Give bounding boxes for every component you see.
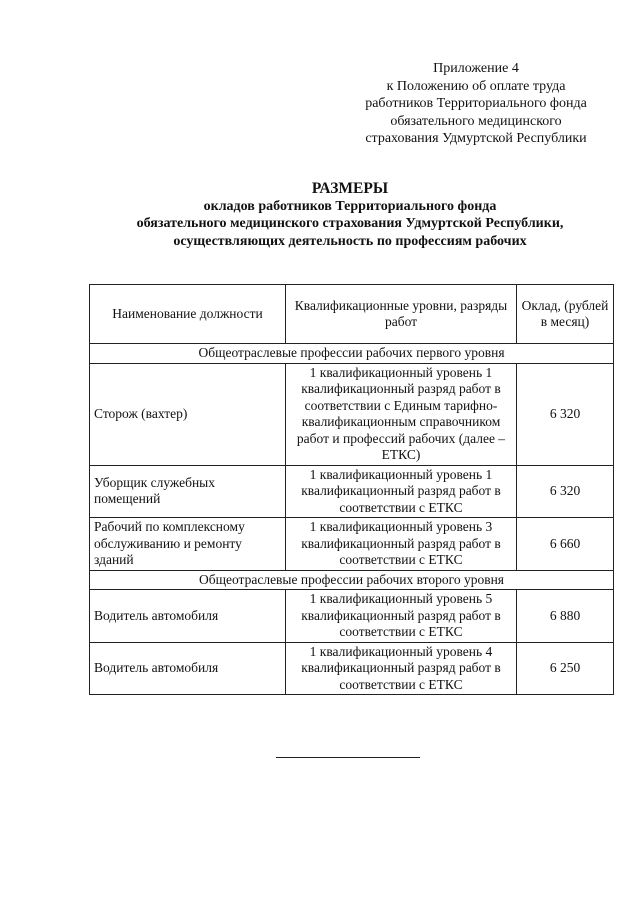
cell-level: 1 квалификационный уровень 4 квалификационный разряд работ в соответствии с ЕТКС xyxy=(286,642,517,695)
cell-salary: 6 320 xyxy=(517,465,614,518)
cell-salary: 6 320 xyxy=(517,363,614,465)
document-title xyxy=(60,180,640,250)
header-levels: Квалификационные уровни, разряды работ xyxy=(286,285,517,344)
cell-position: Рабочий по комплексному обслуживанию и ремонту зданий xyxy=(90,518,286,571)
cell-level: 1 квалификационный уровень 5 квалификационный разряд работ в соответствии с ЕТКС xyxy=(286,590,517,643)
title-line: обязательного медицинского страхования Удмуртской Республики, xyxy=(136,216,564,231)
cell-salary: 6 660 xyxy=(517,518,614,571)
cell-level: 1 квалификационный уровень 1 квалификационный разряд работ в соответствии с ЕТКС xyxy=(286,465,517,518)
footer-divider xyxy=(276,757,420,758)
table-row xyxy=(90,518,614,571)
table-header-row xyxy=(90,285,614,344)
cell-position: Сторож (вахтер) xyxy=(90,363,286,465)
table-row xyxy=(90,465,614,518)
table-row xyxy=(90,363,614,465)
appendix-line: страхования Удмуртской Республики xyxy=(365,131,587,146)
header-position: Наименование должности xyxy=(90,285,286,344)
title-subtitle xyxy=(60,198,640,251)
appendix-line: обязательного медицинского xyxy=(390,113,562,129)
group-title: Общеотраслевые профессии рабочих первого уровня xyxy=(90,344,614,364)
header-salary: Оклад, (рублей в месяц) xyxy=(517,285,614,344)
cell-position: Уборщик служебных помещений xyxy=(90,465,286,518)
cell-salary: 6 880 xyxy=(517,590,614,643)
salary-table xyxy=(89,284,614,695)
appendix-header xyxy=(340,60,612,148)
group-title: Общеотраслевые профессии рабочих второго уровня xyxy=(90,570,614,590)
group-row xyxy=(90,570,614,590)
appendix-line: работников Территориального фонда xyxy=(365,96,587,111)
title-line: окладов работников Территориального фонда xyxy=(203,198,497,214)
title-line: осуществляющих деятельность по профессиям рабочих xyxy=(173,233,527,249)
appendix-line: к Положению об оплате труда xyxy=(386,78,566,94)
cell-level: 1 квалификационный уровень 3 квалификационный разряд работ в соответствии с ЕТКС xyxy=(286,518,517,571)
cell-position: Водитель автомобиля xyxy=(90,590,286,643)
cell-salary: 6 250 xyxy=(517,642,614,695)
cell-position: Водитель автомобиля xyxy=(90,642,286,695)
title-main: РАЗМЕРЫ xyxy=(311,180,389,197)
table-row xyxy=(90,590,614,643)
group-row xyxy=(90,344,614,364)
cell-level: 1 квалификационный уровень 1 квалификационный разряд работ в соответствии с Единым тарифно-квалификационным справочником работ и профессий рабочих (далее – ЕТКС) xyxy=(286,363,517,465)
table-row xyxy=(90,642,614,695)
appendix-line: Приложение 4 xyxy=(433,61,519,76)
